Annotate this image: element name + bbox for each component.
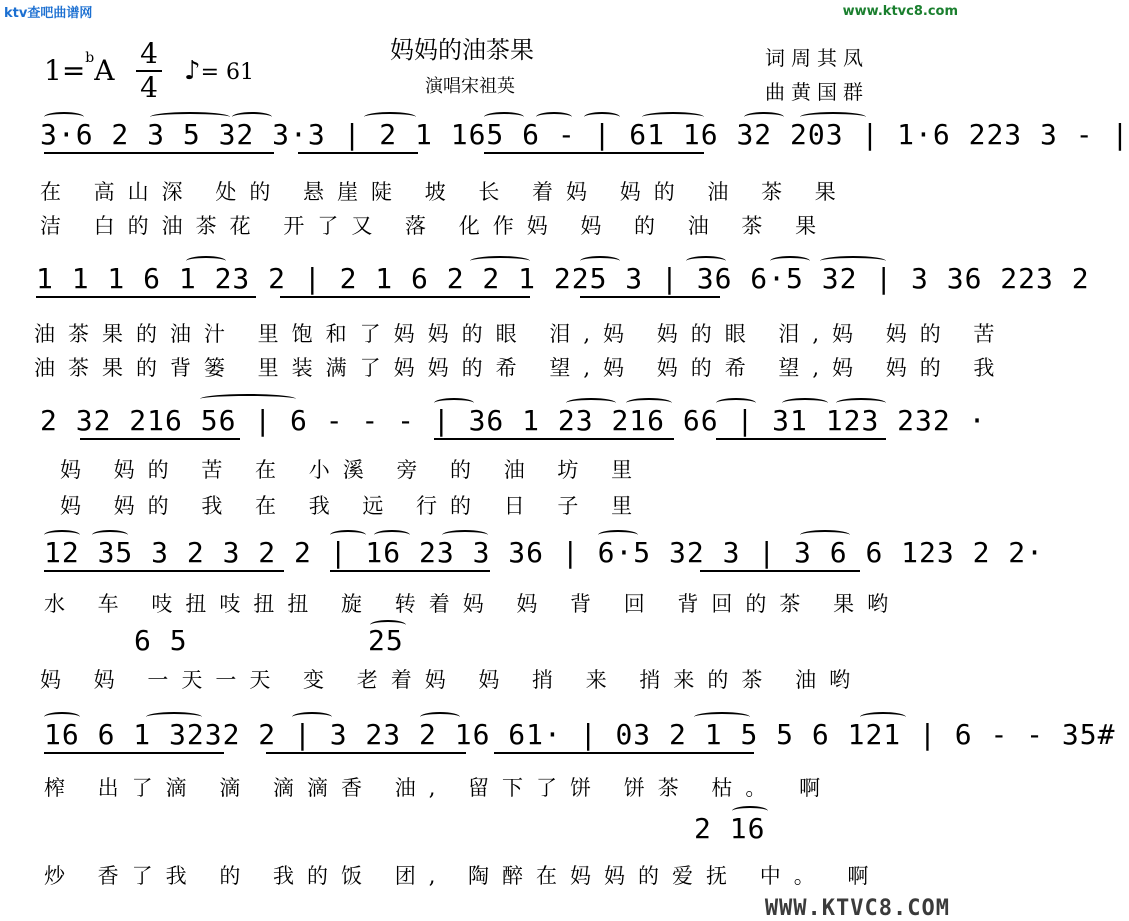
beam bbox=[280, 296, 530, 298]
slur bbox=[292, 712, 332, 722]
beam bbox=[44, 152, 274, 154]
singer-credit: 演唱宋祖英 bbox=[425, 76, 515, 97]
slur bbox=[744, 112, 784, 122]
score-line-2-lyrics-1: 油茶果的油汁 里饱和了妈妈的眼 泪,妈 妈的眼 泪,妈 妈的 苦 bbox=[34, 322, 1008, 346]
slur bbox=[836, 398, 886, 408]
slur bbox=[420, 712, 460, 722]
slur bbox=[200, 394, 296, 404]
key-note: A bbox=[94, 54, 115, 87]
slur bbox=[694, 712, 750, 722]
slur bbox=[800, 530, 850, 540]
slur bbox=[484, 112, 524, 122]
tempo-marking bbox=[184, 56, 254, 86]
beam bbox=[580, 296, 720, 298]
slur bbox=[146, 712, 202, 722]
score-line-4-variant-1: 6 5 bbox=[134, 624, 188, 657]
time-signature bbox=[136, 38, 162, 104]
score-line-1-notes: 3·6 2 3 5 32 3·3 | 2 1 165 6 - | 61 16 32 203 | 1·6 223 3 - | bbox=[40, 118, 1129, 151]
slur bbox=[470, 256, 530, 266]
score-line-3-lyrics-1: 妈 妈的 苦 在 小溪 旁 的 油 坊 里 bbox=[60, 458, 646, 482]
score-line-1-lyrics-1: 在 高山深 处的 悬崖陡 坡 长 着妈 妈的 油 茶 果 bbox=[40, 180, 849, 204]
beam bbox=[80, 438, 240, 440]
beam bbox=[484, 152, 704, 154]
score-line-4-variant-2: 25 bbox=[368, 624, 404, 657]
slur bbox=[442, 530, 488, 540]
watermark-top-left: ktv查吧曲谱网 bbox=[4, 6, 93, 21]
score-line-3-notes: 2 32 216 56 | 6 - - - | 36 1 23 216 66 | 31 123 232 · bbox=[40, 404, 987, 437]
slur bbox=[782, 398, 828, 408]
slur bbox=[580, 256, 620, 266]
beam bbox=[330, 570, 490, 572]
tempo-note-icon: ♪ bbox=[184, 56, 201, 86]
slur bbox=[44, 712, 80, 722]
beam bbox=[298, 152, 418, 154]
slur bbox=[686, 256, 726, 266]
score-line-4-lyrics-1: 水 车 吱扭吱扭扭 旋 转着妈 妈 背 回 背回的茶 果哟 bbox=[44, 592, 902, 616]
slur bbox=[370, 620, 406, 630]
tempo-value: = 61 bbox=[200, 60, 255, 85]
score-line-5-notes: 16 6 1 3232 2 | 3 23 2 16 61· | 03 2 1 5 5 6 121 | 6 - - 35# bbox=[44, 718, 1116, 751]
beam bbox=[434, 438, 674, 440]
key-signature bbox=[44, 49, 115, 87]
slur bbox=[44, 530, 80, 540]
beam bbox=[494, 752, 754, 754]
slur bbox=[716, 398, 756, 408]
key-label: 1= bbox=[44, 54, 86, 87]
slur bbox=[232, 112, 272, 122]
watermark-bottom-right: WWW.KTVC8.COM bbox=[764, 896, 950, 921]
slur bbox=[598, 530, 638, 540]
slur bbox=[44, 112, 84, 122]
beam bbox=[700, 570, 860, 572]
score-line-4-lyrics-2: 妈 妈 一天一天 变 老着妈 妈 捎 来 捎来的茶 油哟 bbox=[40, 668, 864, 692]
lyricist-credit: 词周其凤 bbox=[765, 46, 869, 70]
score-line-5-lyrics-2: 炒 香了我 的 我的饭 团, 陶醉在妈妈的爱抚 中。 啊 bbox=[44, 864, 882, 888]
score-line-3-lyrics-2: 妈 妈的 我 在 我 远 行的 日 子 里 bbox=[60, 494, 646, 518]
beam bbox=[44, 570, 284, 572]
slur bbox=[860, 712, 906, 722]
slur bbox=[434, 398, 474, 408]
slur bbox=[732, 806, 768, 816]
slur bbox=[374, 530, 410, 540]
time-signature-bottom: 4 bbox=[140, 71, 158, 104]
slur bbox=[150, 112, 230, 122]
slur bbox=[584, 112, 620, 122]
score-line-5-variant-1: 2 16 bbox=[694, 812, 766, 845]
time-signature-top: 4 bbox=[140, 37, 158, 70]
beam bbox=[716, 438, 886, 440]
score-line-1-lyrics-2: 洁 白的油茶花 开了又 落 化作妈 妈 的 油 茶 果 bbox=[40, 214, 830, 238]
slur bbox=[566, 398, 616, 408]
slur bbox=[92, 530, 128, 540]
beam bbox=[266, 752, 466, 754]
beam bbox=[44, 752, 224, 754]
score-line-2-lyrics-2: 油茶果的背篓 里装满了妈妈的希 望,妈 妈的希 望,妈 妈的 我 bbox=[34, 356, 1008, 380]
slur bbox=[536, 112, 572, 122]
score-line-2-notes: 1 1 1 6 1 23 2 | 2 1 6 2 2 1 225 3 | 36 6·5 32 | 3 36 223 2 bbox=[36, 262, 1090, 295]
slur bbox=[820, 256, 886, 266]
slur bbox=[330, 530, 366, 540]
slur bbox=[186, 256, 226, 266]
slur bbox=[626, 398, 672, 408]
slur bbox=[364, 112, 416, 122]
slur bbox=[642, 112, 704, 122]
slur bbox=[800, 112, 866, 122]
score-line-4-notes: 12 35 3 2 3 2 2 | 16 23 3 36 | 6·5 32 3 | 3 6 6 123 2 2· bbox=[44, 536, 1045, 569]
beam bbox=[36, 296, 256, 298]
slur bbox=[770, 256, 810, 266]
watermark-top-right: www.ktvc8.com bbox=[842, 4, 958, 19]
composer-credit: 曲黄国群 bbox=[765, 80, 869, 104]
key-flat: b bbox=[85, 49, 95, 66]
song-title: 妈妈的油茶果 bbox=[390, 36, 534, 64]
score-line-5-lyrics-1: 榨 出了滴 滴 滴滴香 油, 留下了饼 饼茶 枯。 啊 bbox=[44, 776, 834, 800]
